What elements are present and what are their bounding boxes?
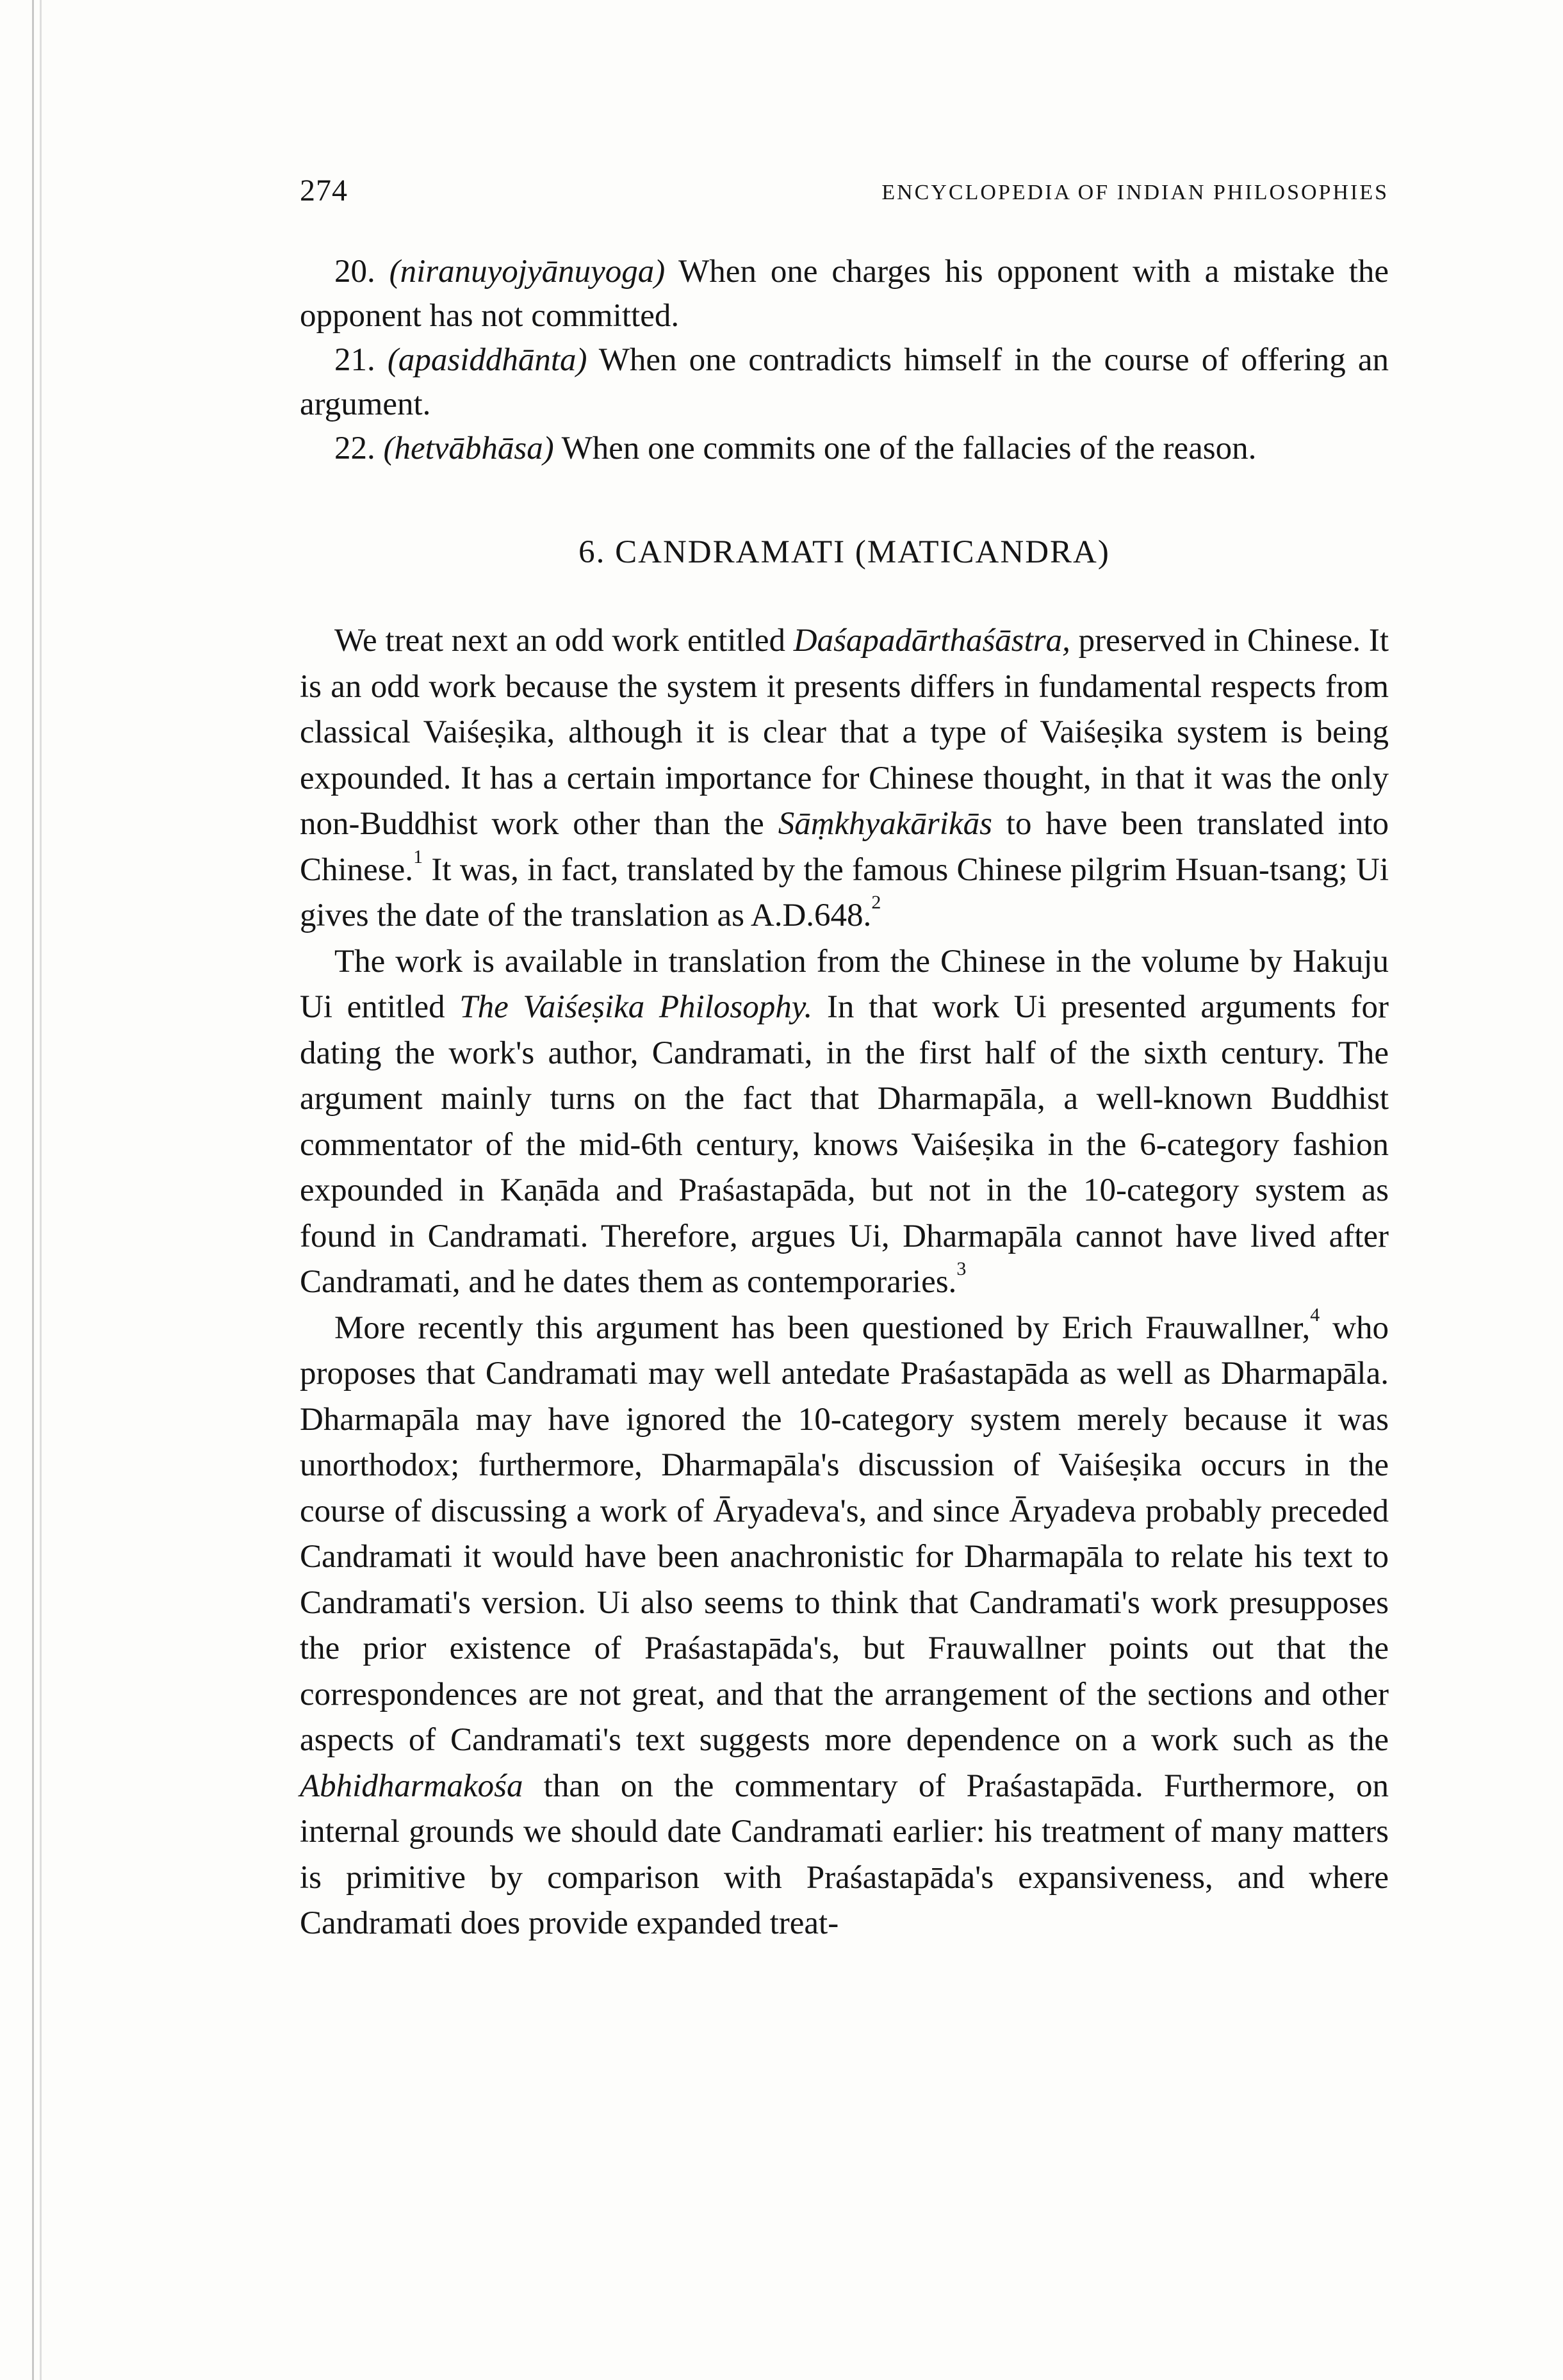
text-run: The work is available in translation from the Chinese in the volume by Hakuju Ui entitled [300,943,1389,1025]
work-title: Abhidharmakośa [300,1768,523,1804]
text-run: to have been translated into Chinese. [300,806,1389,888]
section-heading: 6. CANDRAMATI (MATICANDRA) [578,534,1110,570]
list-item [300,427,1389,471]
book-page [300,173,1389,1947]
paragraph [300,939,1389,1306]
running-title: ENCYCLOPEDIA OF INDIAN PHILOSOPHIES [881,181,1389,204]
list-number: 20. [334,254,375,290]
text-run: It was, in fact, translated by the famous Chinese pilgrim Hsuan-tsang; Ui gives the date of the translation as A.D.648. [300,851,1389,933]
footnote-marker: 3 [956,1258,967,1279]
text-run: than on the commentary of Praśastapāda. Furthermore, on internal grounds we should date Candramati earlier: his treatment of many matters is primitive by comparison with Praśastapāda's expansiveness, and where Candramati does provide expanded treat- [300,1768,1389,1941]
list-text: When one charges his opponent with a mistake the opponent has not committed. [300,254,1389,334]
footnote-marker: 4 [1310,1304,1320,1325]
scan-edge-line [40,0,42,2380]
footnote-marker: 2 [871,892,881,913]
list-item [300,250,1389,338]
paragraph [300,618,1389,939]
list-item [300,338,1389,427]
page-number: 274 [300,174,348,208]
work-title: The Vaiśeṣika Philosophy. [459,989,813,1025]
page-header [300,173,1389,224]
list-text: When one commits one of the fallacies of the reason. [561,431,1257,466]
text-run: who proposes that Candramati may well antedate Praśastapāda as well as Dharmapāla. Dharmapāla may have ignored the 10-category system merely because it was unorthodox; furthermore, Dharmapāla's discussion of Vaiśeṣika occurs in the course of discussing a work of Āryadeva's, and since Āryadeva probably preceded Candramati it would have been anachronistic for Dharmapāla to relate his text to Candramati's version. Ui also seems to think that Candramati's work presupposes the prior existence of Praśastapāda's, but Frauwallner points out that the correspondences are not great, and that the arrangement of the sections and other aspects of Candramati's text suggests more dependence on a work such as the [300,1309,1389,1758]
condition-list [300,250,1389,471]
footnote-marker: 1 [413,846,423,867]
list-term: (hetvābhāsa) [383,431,554,466]
text-run: preserved in Chinese. It is an odd work because the system it presents differs in fundamental respects from classical Vaiśeṣika, although it is clear that a type of Vaiśeṣika system is being expounded. It has a certain importance for Chinese thought, in that it was the only non-Buddhist work other than the [300,623,1389,842]
body-text [300,618,1389,1947]
scan-edge-line [32,0,34,2380]
paragraph [300,1306,1389,1947]
list-number: 22. [334,431,375,466]
text-run: We treat next an odd work entitled [334,623,785,659]
work-title: Daśapadārthaśāstra, [793,623,1070,659]
list-term: (niranuyojyānuyoga) [389,254,666,290]
list-term: (apasiddhānta) [387,342,587,378]
text-run: More recently this argument has been questioned by Erich Frauwallner, [334,1309,1311,1346]
list-number: 21. [334,342,375,378]
text-run: In that work Ui presented arguments for dating the work's author, Candramati, in the first half of the sixth century. The argument mainly turns on the fact that Dharmapāla, a well-known Buddhist commentator of the mid-6th century, knows Vaiśeṣika in the 6-category fashion expounded in Kaṇāda and Praśastapāda, but not in the 10-category system as found in Candramati. Therefore, argues Ui, Dharmapāla cannot have lived after Candramati, and he dates them as contemporaries. [300,989,1389,1300]
work-title: Sāṃkhyakārikās [778,806,992,842]
list-text: When one contradicts himself in the course of offering an argument. [300,342,1389,422]
